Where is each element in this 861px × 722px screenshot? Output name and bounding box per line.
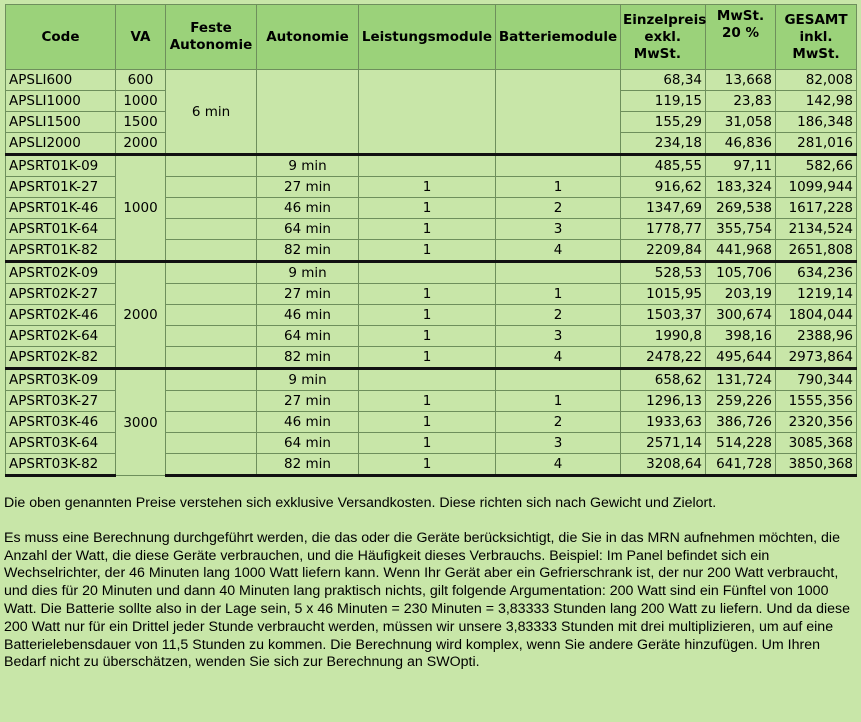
batteriemodule-cell: 4 bbox=[496, 347, 621, 369]
total-cell: 2973,864 bbox=[776, 347, 857, 369]
leistungsmodule-cell: 1 bbox=[359, 284, 496, 305]
price-cell: 2571,14 bbox=[621, 433, 706, 454]
code-cell: APSLI2000 bbox=[6, 133, 116, 155]
code-cell: APSRT02K-09 bbox=[6, 262, 116, 284]
leistungsmodule-cell: 1 bbox=[359, 177, 496, 198]
total-cell: 634,236 bbox=[776, 262, 857, 284]
leistungsmodule-cell bbox=[359, 262, 496, 284]
feste-autonomie-cell bbox=[166, 433, 257, 454]
shipping-note: Die oben genannten Preise verstehen sich exklusive Versandkosten. Diese richten sich nach Gewicht und Zielort. bbox=[4, 495, 717, 511]
feste-autonomie-cell bbox=[166, 347, 257, 369]
calculation-note: Es muss eine Berechnung durchgeführt werden, die das oder die Geräte berücksichtigt, die Sie in das MRN aufnehmen möchten, die Anzahl der Watt, die diese Geräte verbrauchen, und die Häufigkeit dieses Verbrauchs. Beispiel: Im Panel befindet sich ein Wechselrichter, der 46 Minuten lang 1000 Watt liefern kann. Wenn Ihr Gerät aber ein Gefrierschrank ist, der nur 200 Watt verbraucht, und dies für 20 Minuten und dann 40 Minuten lang praktisch nichts, gilt folgende Argumentation: 200 Watt sind ein Fünftel von 1000 Watt. Die Batterie sollte also in der Lage sein, 5 x 46 Minuten = 230 Minuten = 3,83333 Stunden lang 200 Watt zu liefern. Und da diese 200 Watt nur für ein Drittel jeder Stunde verbraucht werden, müssen wir unsere 3,83333 Stunden mit drei multiplizieren, um auf eine Batterielebensdauer von 11,5 Stunden zu kommen. Die Berechnung wird komplex, wenn Sie andere Geräte hinzufügen. Um Ihren Bedarf nicht zu überschätzen, wenden Sie sich zur Berechnung an SWOpti. bbox=[4, 529, 850, 671]
total-cell: 281,016 bbox=[776, 133, 857, 155]
autonomie-cell: 27 min bbox=[257, 177, 359, 198]
mwst-cell: 23,83 bbox=[706, 91, 776, 112]
batteriemodule-cell: 1 bbox=[496, 284, 621, 305]
batteriemodule-cell: 4 bbox=[496, 240, 621, 262]
total-cell: 582,66 bbox=[776, 155, 857, 177]
autonomie-cell: 64 min bbox=[257, 326, 359, 347]
code-cell: APSRT01K-09 bbox=[6, 155, 116, 177]
batteriemodule-cell: 3 bbox=[496, 326, 621, 347]
feste-autonomie-cell bbox=[166, 155, 257, 177]
feste-autonomie-cell bbox=[166, 240, 257, 262]
leistungsmodule-cell bbox=[359, 369, 496, 391]
header-einzelpreis bbox=[621, 5, 706, 70]
table-row bbox=[6, 262, 857, 284]
mwst-cell: 131,724 bbox=[706, 369, 776, 391]
header-mwst-line1: MwSt. bbox=[716, 8, 765, 24]
feste-autonomie-cell bbox=[166, 262, 257, 284]
total-cell: 790,344 bbox=[776, 369, 857, 391]
va-cell: 1500 bbox=[116, 112, 166, 133]
price-cell: 2478,22 bbox=[621, 347, 706, 369]
leistungsmodule-cell: 1 bbox=[359, 412, 496, 433]
header-batteriemodule: Batteriemodule bbox=[496, 5, 621, 70]
batteriemodule-cell: 3 bbox=[496, 433, 621, 454]
mwst-cell: 105,706 bbox=[706, 262, 776, 284]
autonomie-cell: 82 min bbox=[257, 454, 359, 476]
header-code: Code bbox=[6, 5, 116, 70]
code-cell: APSRT02K-46 bbox=[6, 305, 116, 326]
header-gesamt bbox=[776, 5, 857, 70]
total-cell: 1219,14 bbox=[776, 284, 857, 305]
leistungsmodule-cell: 1 bbox=[359, 198, 496, 219]
table-row bbox=[6, 155, 857, 177]
table-row bbox=[6, 369, 857, 391]
mwst-cell: 300,674 bbox=[706, 305, 776, 326]
mwst-cell: 495,644 bbox=[706, 347, 776, 369]
leistungsmodule-cell: 1 bbox=[359, 219, 496, 240]
header-gesamt-line3: MwSt. bbox=[792, 45, 840, 62]
header-einzelpreis-line2: exkl. bbox=[644, 28, 681, 45]
mwst-cell: 97,11 bbox=[706, 155, 776, 177]
price-table bbox=[5, 4, 857, 477]
leistungsmodule-cell: 1 bbox=[359, 326, 496, 347]
code-cell: APSRT03K-82 bbox=[6, 454, 116, 476]
feste-autonomie-cell: 6 min bbox=[166, 70, 257, 155]
autonomie-cell: 64 min bbox=[257, 219, 359, 240]
autonomie-cell: 27 min bbox=[257, 284, 359, 305]
mwst-cell: 46,836 bbox=[706, 133, 776, 155]
batteriemodule-cell: 1 bbox=[496, 177, 621, 198]
mwst-cell: 31,058 bbox=[706, 112, 776, 133]
feste-autonomie-cell bbox=[166, 369, 257, 391]
header-autonomie: Autonomie bbox=[257, 5, 359, 70]
code-cell: APSRT03K-64 bbox=[6, 433, 116, 454]
va-cell: 3000 bbox=[116, 369, 166, 476]
mwst-cell: 514,228 bbox=[706, 433, 776, 454]
autonomie-cell: 64 min bbox=[257, 433, 359, 454]
code-cell: APSRT01K-82 bbox=[6, 240, 116, 262]
price-cell: 1296,13 bbox=[621, 391, 706, 412]
va-cell: 1000 bbox=[116, 91, 166, 112]
code-cell: APSRT01K-64 bbox=[6, 219, 116, 240]
header-feste-line1: Feste bbox=[190, 20, 232, 36]
mwst-cell: 13,668 bbox=[706, 70, 776, 91]
total-cell: 2388,96 bbox=[776, 326, 857, 347]
batteriemodule-cell: 1 bbox=[496, 391, 621, 412]
va-cell: 2000 bbox=[116, 262, 166, 369]
feste-autonomie-cell bbox=[166, 412, 257, 433]
price-cell: 1503,37 bbox=[621, 305, 706, 326]
mwst-cell: 398,16 bbox=[706, 326, 776, 347]
autonomie-cell bbox=[257, 70, 359, 155]
autonomie-cell: 82 min bbox=[257, 347, 359, 369]
mwst-cell: 269,538 bbox=[706, 198, 776, 219]
price-cell: 1347,69 bbox=[621, 198, 706, 219]
code-cell: APSLI1000 bbox=[6, 91, 116, 112]
autonomie-cell: 9 min bbox=[257, 369, 359, 391]
leistungsmodule-cell bbox=[359, 155, 496, 177]
mwst-cell: 641,728 bbox=[706, 454, 776, 476]
mwst-cell: 386,726 bbox=[706, 412, 776, 433]
code-cell: APSRT03K-09 bbox=[6, 369, 116, 391]
autonomie-cell: 9 min bbox=[257, 155, 359, 177]
price-cell: 916,62 bbox=[621, 177, 706, 198]
feste-autonomie-cell bbox=[166, 326, 257, 347]
code-cell: APSRT02K-64 bbox=[6, 326, 116, 347]
autonomie-cell: 46 min bbox=[257, 198, 359, 219]
price-cell: 119,15 bbox=[621, 91, 706, 112]
code-cell: APSRT01K-27 bbox=[6, 177, 116, 198]
autonomie-cell: 9 min bbox=[257, 262, 359, 284]
header-leistungsmodule: Leistungsmodule bbox=[359, 5, 496, 70]
code-cell: APSRT01K-46 bbox=[6, 198, 116, 219]
leistungsmodule-cell: 1 bbox=[359, 240, 496, 262]
va-cell: 600 bbox=[116, 70, 166, 91]
total-cell: 2134,524 bbox=[776, 219, 857, 240]
autonomie-cell: 46 min bbox=[257, 305, 359, 326]
feste-autonomie-cell bbox=[166, 391, 257, 412]
header-gesamt-line2: inkl. bbox=[799, 28, 833, 45]
batteriemodule-cell bbox=[496, 369, 621, 391]
mwst-cell: 441,968 bbox=[706, 240, 776, 262]
price-cell: 1778,77 bbox=[621, 219, 706, 240]
price-cell: 1990,8 bbox=[621, 326, 706, 347]
total-cell: 142,98 bbox=[776, 91, 857, 112]
header-row bbox=[6, 5, 857, 70]
code-cell: APSRT02K-82 bbox=[6, 347, 116, 369]
header-mwst bbox=[706, 5, 776, 70]
notes-section bbox=[4, 495, 856, 672]
leistungsmodule-cell: 1 bbox=[359, 454, 496, 476]
code-cell: APSRT02K-27 bbox=[6, 284, 116, 305]
leistungsmodule-cell bbox=[359, 70, 496, 155]
total-cell: 82,008 bbox=[776, 70, 857, 91]
batteriemodule-cell bbox=[496, 70, 621, 155]
price-cell: 528,53 bbox=[621, 262, 706, 284]
price-cell: 2209,84 bbox=[621, 240, 706, 262]
feste-autonomie-cell bbox=[166, 177, 257, 198]
leistungsmodule-cell: 1 bbox=[359, 391, 496, 412]
code-cell: APSRT03K-46 bbox=[6, 412, 116, 433]
code-cell: APSLI1500 bbox=[6, 112, 116, 133]
autonomie-cell: 27 min bbox=[257, 391, 359, 412]
header-gesamt-line1: GESAMT bbox=[784, 11, 848, 28]
batteriemodule-cell bbox=[496, 262, 621, 284]
total-cell: 3085,368 bbox=[776, 433, 857, 454]
price-cell: 68,34 bbox=[621, 70, 706, 91]
header-einzelpreis-line1: Einzelpreis bbox=[623, 11, 707, 28]
batteriemodule-cell: 3 bbox=[496, 219, 621, 240]
total-cell: 2320,356 bbox=[776, 412, 857, 433]
batteriemodule-cell: 2 bbox=[496, 412, 621, 433]
price-cell: 3208,64 bbox=[621, 454, 706, 476]
leistungsmodule-cell: 1 bbox=[359, 347, 496, 369]
total-cell: 1804,044 bbox=[776, 305, 857, 326]
header-va: VA bbox=[116, 5, 166, 70]
total-cell: 1555,356 bbox=[776, 391, 857, 412]
total-cell: 1099,944 bbox=[776, 177, 857, 198]
feste-autonomie-cell bbox=[166, 198, 257, 219]
mwst-cell: 355,754 bbox=[706, 219, 776, 240]
leistungsmodule-cell: 1 bbox=[359, 433, 496, 454]
mwst-cell: 259,226 bbox=[706, 391, 776, 412]
total-cell: 186,348 bbox=[776, 112, 857, 133]
header-feste-line2: Autonomie bbox=[169, 37, 253, 53]
price-cell: 1933,63 bbox=[621, 412, 706, 433]
price-cell: 658,62 bbox=[621, 369, 706, 391]
price-cell: 155,29 bbox=[621, 112, 706, 133]
header-einzelpreis-line3: MwSt. bbox=[633, 45, 681, 62]
code-cell: APSLI600 bbox=[6, 70, 116, 91]
batteriemodule-cell: 4 bbox=[496, 454, 621, 476]
code-cell: APSRT03K-27 bbox=[6, 391, 116, 412]
total-cell: 2651,808 bbox=[776, 240, 857, 262]
va-cell: 2000 bbox=[116, 133, 166, 155]
va-cell: 1000 bbox=[116, 155, 166, 262]
total-cell: 1617,228 bbox=[776, 198, 857, 219]
batteriemodule-cell: 2 bbox=[496, 198, 621, 219]
total-cell: 3850,368 bbox=[776, 454, 857, 476]
autonomie-cell: 82 min bbox=[257, 240, 359, 262]
leistungsmodule-cell: 1 bbox=[359, 305, 496, 326]
autonomie-cell: 46 min bbox=[257, 412, 359, 433]
price-cell: 485,55 bbox=[621, 155, 706, 177]
table-row bbox=[6, 70, 857, 91]
header-mwst-line2: 20 % bbox=[721, 25, 759, 41]
feste-autonomie-cell bbox=[166, 219, 257, 240]
mwst-cell: 203,19 bbox=[706, 284, 776, 305]
feste-autonomie-cell bbox=[166, 284, 257, 305]
feste-autonomie-cell bbox=[166, 454, 257, 476]
price-cell: 1015,95 bbox=[621, 284, 706, 305]
price-cell: 234,18 bbox=[621, 133, 706, 155]
batteriemodule-cell bbox=[496, 155, 621, 177]
mwst-cell: 183,324 bbox=[706, 177, 776, 198]
feste-autonomie-cell bbox=[166, 305, 257, 326]
header-feste-autonomie bbox=[166, 5, 257, 70]
batteriemodule-cell: 2 bbox=[496, 305, 621, 326]
